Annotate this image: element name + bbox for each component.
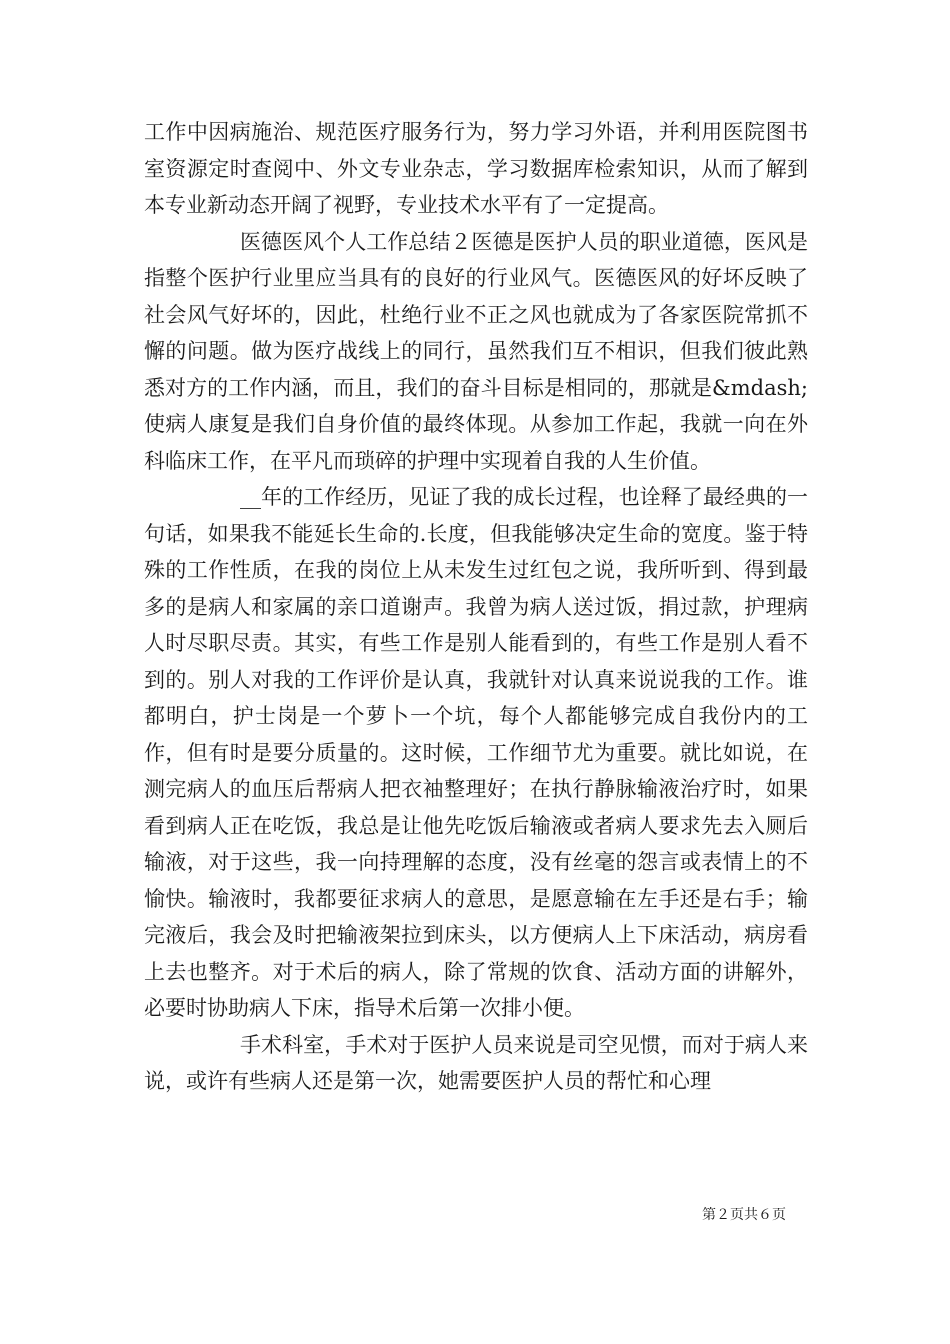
paragraph-work-experience: __年的工作经历，见证了我的成长过程，也诠释了最经典的一句话，如果我不能延长生命的.长度，但我能够决定生命的宽度。鉴于特殊的工作性质，在我的岗位上从未发生过红包之说，我所听到、得到最多的是病人和家属的亲口道谢声。我曾为病人送过饭，捐过款，护理病人时尽职尽责。其实，有些工作是别人能看到的，有些工作是别人看不到的。别人对我的工作评价是认真，我就针对认真来说说我的工作。谁都明白，护士岗是一个萝卜一个坑，每个人都能够完成自我份内的工作，但有时是要分质量的。这时候，工作细节尤为重要。就比如说，在测完病人的血压后帮病人把衣袖整理好；在执行静脉输液治疗时，如果看到病人正在吃饭，我总是让他先吃饭后输液或者病人要求先去入厕后输液，对于这些，我一向持理解的态度，没有丝毫的怨言或表情上的不愉快。输液时，我都要征求病人的意思，是愿意输在左手还是右手；输完液后，我会及时把输液架拉到床头，以方便病人上下床活动，病房看上去也整齐。对于术后的病人，除了常规的饮食、活动方面的讲解外，必要时协助病人下床，指导术后第一次排小便。 — [144, 485, 808, 1020]
document-body — [144, 114, 808, 1100]
paragraph-surgery-department: 手术科室，手术对于医护人员来说是司空见惯，而对于病人来说，或许有些病人还是第一次，她需要医护人员的帮忙和心理 — [144, 1032, 808, 1093]
paragraph-summary-2: 医德医风个人工作总结２医德是医护人员的职业道德，医风是指整个医护行业里应当具有的良好的行业风气。医德医风的好坏反映了社会风气好坏的，因此，杜绝行业不正之风也就成为了各家医院常抓不懈的问题。做为医疗战线上的同行，虽然我们互不相识，但我们彼此熟悉对方的工作内涵，而且，我们的奋斗目标是相同的，那就是&mdash;使病人康复是我们自身价值的最终体现。从参加工作起，我就一向在外科临床工作，在平凡而琐碎的护理中实现着自我的人生价值。 — [144, 229, 808, 473]
page-number: 第２页共６页 — [702, 1207, 786, 1223]
paragraph-continued: 工作中因病施治、规范医疗服务行为，努力学习外语，并利用医院图书室资源定时查阅中、外文专业杂志，学习数据库检索知识，从而了解到本专业新动态开阔了视野，专业技术水平有了一定提高。 — [144, 120, 808, 217]
